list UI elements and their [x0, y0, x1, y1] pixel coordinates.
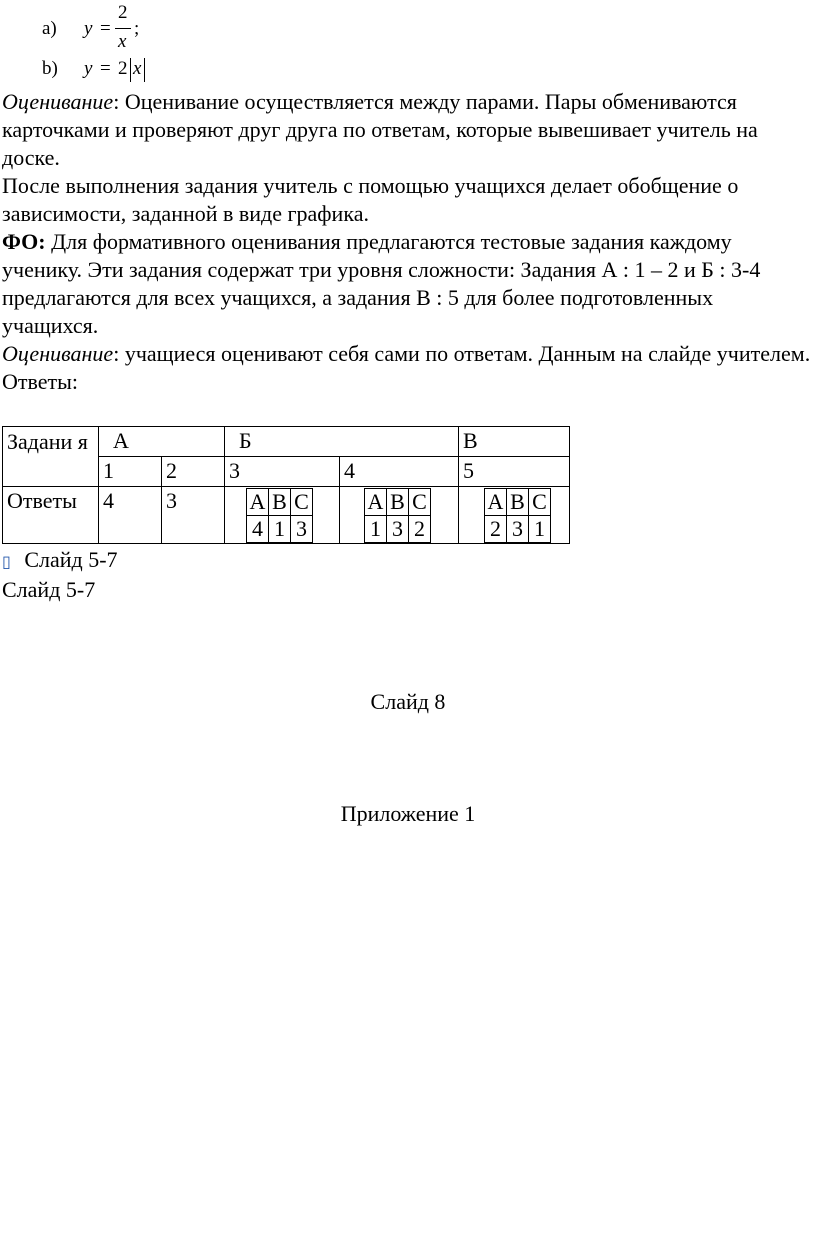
subtable-task-3 [246, 488, 313, 543]
group-a-cell: А [99, 427, 225, 457]
sub-value: 3 [291, 516, 313, 543]
sub-value: 3 [387, 516, 409, 543]
paragraph-generalization [2, 172, 814, 228]
paragraph-fo [2, 228, 814, 340]
sub-header: C [291, 489, 313, 516]
sub-header: B [269, 489, 291, 516]
sub-header: A [365, 489, 387, 516]
fo-text: Для формативного оценивания предлагаются тестовые задания каждому ученику. Эти задания содержат три уровня сложности: Задания А : 1 – 2 и Б : 3-4 предлагаются для всех учащихся, а задания В : 5 для более подготовленных учащихся. [2, 229, 761, 338]
answer-cell: 4 [99, 487, 162, 544]
formula-b-equals: = [100, 58, 111, 79]
fraction-bar [115, 28, 131, 29]
sub-header: B [507, 489, 529, 516]
generalization-text: После выполнения задания учитель с помощью учащихся делает обобщение о зависимости, заданной в виде графика. [2, 173, 739, 226]
formula-b-lhs: y [84, 58, 93, 79]
answers-label-cell: Ответы [3, 487, 99, 544]
abs-bar-left [130, 58, 131, 82]
sub-header: A [485, 489, 507, 516]
abs-bar-right [144, 58, 145, 82]
small-square-marker-icon: ▯ [2, 554, 11, 571]
self-assessment-lead: Оценивание [2, 341, 114, 366]
formula-a-equals: = [100, 18, 111, 39]
sub-value: 1 [269, 516, 291, 543]
table-row [3, 427, 570, 457]
appendix-label: Приложение 1 [340, 801, 476, 826]
sub-value: 4 [247, 516, 269, 543]
assessment-lead: Оценивание [2, 89, 114, 114]
table-row [365, 516, 431, 543]
paragraph-self-assessment [2, 340, 814, 368]
group-b-cell: Б [225, 427, 459, 457]
task-cell: 2 [162, 457, 225, 487]
formula-b-coef: 2 [118, 58, 128, 79]
slide-line-1 [2, 546, 118, 577]
sub-value: 2 [409, 516, 431, 543]
body-text [2, 88, 814, 396]
paragraph-assessment [2, 88, 814, 172]
sub-header: A [247, 489, 269, 516]
table-row [247, 516, 313, 543]
answer-cell: 3 [162, 487, 225, 544]
fo-lead: ФО: [2, 229, 46, 254]
assessment-text: : Оценивание осуществляется между парами. Пары обмениваются карточками и проверяют друг друга по ответам, которые вывешивает учитель на доске. [2, 89, 758, 170]
sub-value: 2 [485, 516, 507, 543]
task-cell: 4 [340, 457, 459, 487]
formula-a-lhs: y [84, 18, 93, 39]
formula-a-denominator: x [118, 31, 127, 52]
table-row [247, 489, 313, 516]
formula-b-label: b) [42, 58, 58, 79]
answers-heading: Ответы: [2, 369, 79, 394]
formula-a-label: a) [42, 18, 57, 39]
sub-value: 1 [529, 516, 551, 543]
slide-8-label: Слайд 8 [370, 689, 446, 714]
formula-a-tail: ; [134, 18, 140, 39]
slide-line-2: Слайд 5-7 [2, 577, 96, 602]
row-header-cell: Задани я [3, 427, 99, 487]
formula-a [42, 2, 162, 54]
formula-b-arg: x [133, 58, 142, 79]
table-row [485, 516, 551, 543]
subtable-task-5 [484, 488, 551, 543]
subtable-task-4 [364, 488, 431, 543]
task-cell: 3 [225, 457, 340, 487]
task-cell: 5 [459, 457, 570, 487]
sub-value: 3 [507, 516, 529, 543]
formula-a-numerator: 2 [118, 2, 128, 23]
task-cell: 1 [99, 457, 162, 487]
table-row [365, 489, 431, 516]
sub-header: C [529, 489, 551, 516]
sub-header: C [409, 489, 431, 516]
group-c-cell: В [459, 427, 570, 457]
sub-value: 1 [365, 516, 387, 543]
slide-label: Слайд 5-7 [24, 547, 118, 572]
sub-header: B [387, 489, 409, 516]
table-row [485, 489, 551, 516]
formula-b [42, 58, 182, 86]
self-assessment-text: : учащиеся оценивают себя сами по ответам. Данным на слайде учителем. [113, 341, 811, 366]
